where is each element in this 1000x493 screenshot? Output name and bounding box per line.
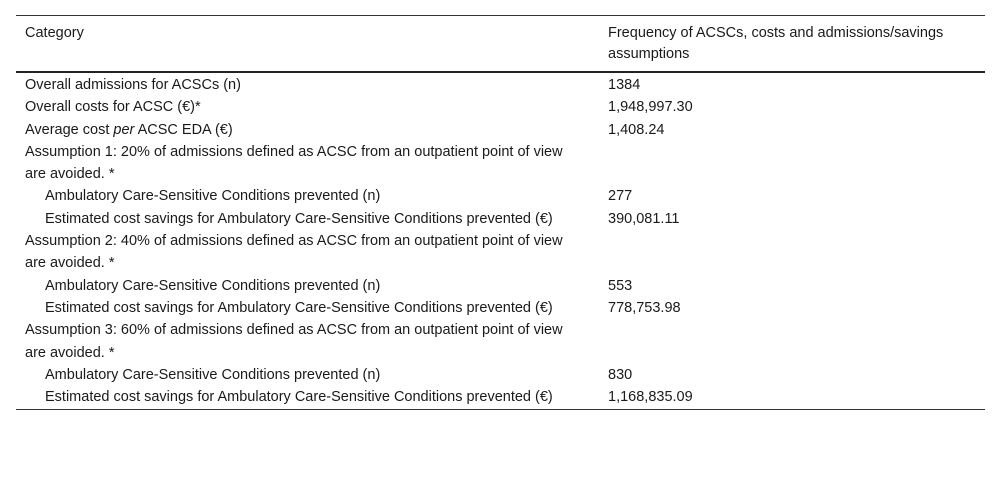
table-row	[16, 319, 985, 364]
row-label-em: per	[113, 121, 135, 138]
row-label-text: Ambulatory Care-Sensitive Conditions prevented (n)	[45, 188, 381, 205]
row-value: 277	[608, 188, 633, 205]
table-row	[16, 96, 985, 118]
table-row	[16, 119, 985, 141]
row-label	[16, 364, 599, 386]
row-value	[599, 319, 985, 364]
row-value: 1,408.24	[608, 121, 665, 138]
table-row	[16, 297, 985, 319]
table-row	[16, 275, 985, 297]
table-row	[16, 230, 985, 275]
table-body	[16, 73, 985, 409]
row-label: Overall admissions for ACSCs (n)	[25, 77, 241, 93]
data-table	[16, 15, 985, 410]
row-label-text: Ambulatory Care-Sensitive Conditions prevented (n)	[45, 277, 381, 294]
row-label-text: Estimated cost savings for Ambulatory Care-Sensitive Conditions prevented (€)	[45, 389, 553, 406]
row-value: 390,081.11	[608, 210, 680, 227]
table-row	[16, 364, 985, 386]
row-label-text: Ambulatory Care-Sensitive Conditions prevented (n)	[45, 366, 381, 383]
row-label-pre: Average cost	[25, 121, 114, 138]
row-label	[16, 208, 599, 230]
row-label	[16, 119, 599, 141]
row-label	[16, 297, 599, 319]
row-value	[599, 230, 985, 275]
row-value: 1,948,997.30	[608, 99, 693, 116]
table-row	[16, 208, 985, 230]
header-value: Frequency of ACSCs, costs and admissions/savings assumptions	[608, 25, 944, 62]
row-value	[599, 141, 985, 186]
row-value: 830	[608, 366, 633, 383]
row-label	[16, 185, 599, 207]
row-label: Assumption 3: 60% of admissions defined as ACSC from an outpatient point of view are avoided. *	[25, 322, 563, 361]
table-header	[16, 16, 985, 73]
table-row	[16, 386, 985, 408]
row-label: Assumption 1: 20% of admissions defined as ACSC from an outpatient point of view are avoided. *	[25, 143, 563, 183]
table-row	[16, 185, 985, 207]
row-label-post: ACSC EDA (€)	[134, 121, 233, 138]
header-category: Category	[25, 25, 84, 41]
row-label	[16, 386, 599, 408]
table-row	[16, 141, 985, 186]
row-value: 553	[608, 277, 633, 294]
row-label: Assumption 2: 40% of admissions defined as ACSC from an outpatient point of view are avoided. *	[25, 233, 563, 272]
row-value: 1384	[608, 77, 641, 93]
table-row	[16, 74, 985, 96]
row-label-text: Estimated cost savings for Ambulatory Care-Sensitive Conditions prevented (€)	[45, 299, 553, 316]
row-value: 1,168,835.09	[608, 389, 693, 406]
row-label: Overall costs for ACSC (€)*	[25, 99, 201, 116]
row-label	[16, 275, 599, 297]
row-label-text: Estimated cost savings for Ambulatory Care-Sensitive Conditions prevented (€)	[45, 210, 553, 227]
row-value: 778,753.98	[608, 299, 681, 316]
